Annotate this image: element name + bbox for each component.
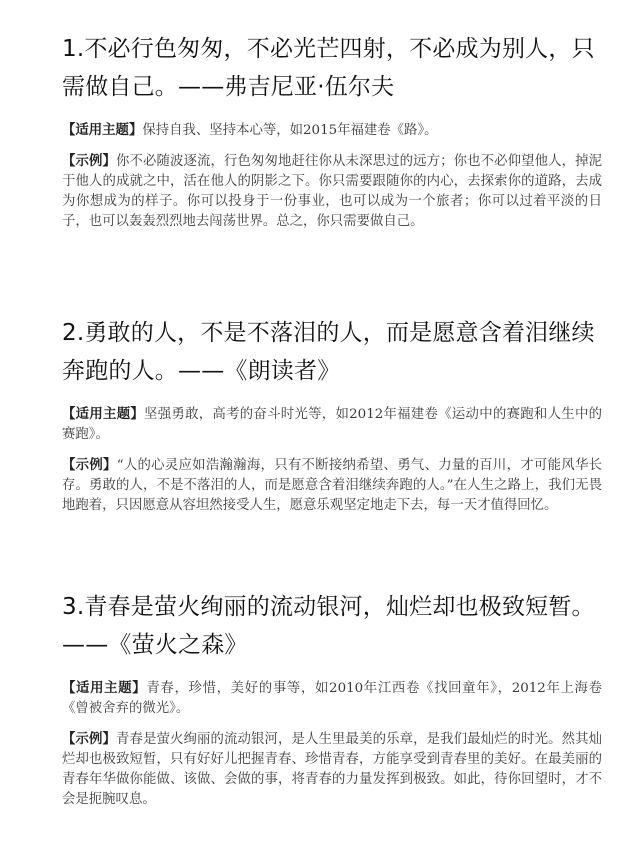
theme-text: 保持自我、坚持本心等，如2015年福建卷《路》。: [142, 123, 438, 138]
example-paragraph: [62, 456, 602, 516]
quote-heading: 1.不必行色匆匆，不必光芒四射，不必成为别人，只需做自己。——弗吉尼亚·伍尔夫: [62, 36, 595, 100]
quote-heading: 3.青春是萤火绚丽的流动银河，灿烂却也极致短暂。——《萤火之森》: [62, 594, 595, 658]
example-text: “人的心灵应如浩瀚瀚海，只有不断接纳希望、勇气、力量的百川，才可能风华长存。勇敢的人，不是不落泪的人，而是愿意含着泪继续奔跑的人。”在人生之路上，我们无畏地跑着，只因愿意从容坦然接受人生，愿意乐观坚定地走下去，每一天才值得回忆。: [62, 458, 603, 513]
example-tag: 【示例】: [62, 732, 117, 747]
quote-heading: 2.勇敢的人，不是不落泪的人，而是愿意含着泪继续奔跑的人。——《朗读者》: [62, 320, 595, 384]
theme-text: 坚强勇敢，高考的奋斗时光等，如2012年福建卷《运动中的赛跑和人生中的赛跑》。: [62, 407, 603, 442]
theme-paragraph: [62, 121, 602, 141]
theme-paragraph: [62, 679, 602, 719]
quote-section-2: [62, 314, 602, 516]
example-text: 你不必随波逐流，行色匆匆地赶往你从未深思过的远方；你也不必仰望他人，掉泥于他人的成就之中，活在他人的阴影之下。你只需要跟随你的内心，去探索你的道路，去成为你想成为的样子。你可以投身于一份事业，也可以成为一个旅者；你可以过着平淡的日子，也可以轰轰烈烈地去闯荡世界。总之，你只需要做自己。: [62, 154, 603, 229]
example-tag: 【示例】: [62, 154, 117, 169]
example-paragraph: [62, 152, 602, 232]
theme-text: 青春，珍惜，美好的事等，如2010年江西卷《找回童年》，2012年上海卷《曾被舍弃的微光》。: [62, 681, 602, 716]
theme-tag: 【适用主题】: [62, 407, 145, 422]
example-paragraph: [62, 730, 602, 810]
quote-section-1: [62, 30, 602, 232]
theme-tag: 【适用主题】: [62, 681, 147, 696]
example-text: 青春是萤火绚丽的流动银河，是人生里最美的乐章，是我们最灿烂的时光。然其灿烂却也极致短暂，只有好好儿把握青春、珍惜青春，方能享受到青春里的美好。在最美丽的青春年华做你能做、该做、会做的事，将青春的力量发挥到极致。如此，待你回望时，才不会是扼腕叹息。: [62, 732, 603, 807]
theme-paragraph: [62, 405, 602, 445]
example-tag: 【示例】: [62, 458, 117, 473]
quote-section-3: [62, 588, 602, 810]
theme-tag: 【适用主题】: [62, 123, 143, 138]
